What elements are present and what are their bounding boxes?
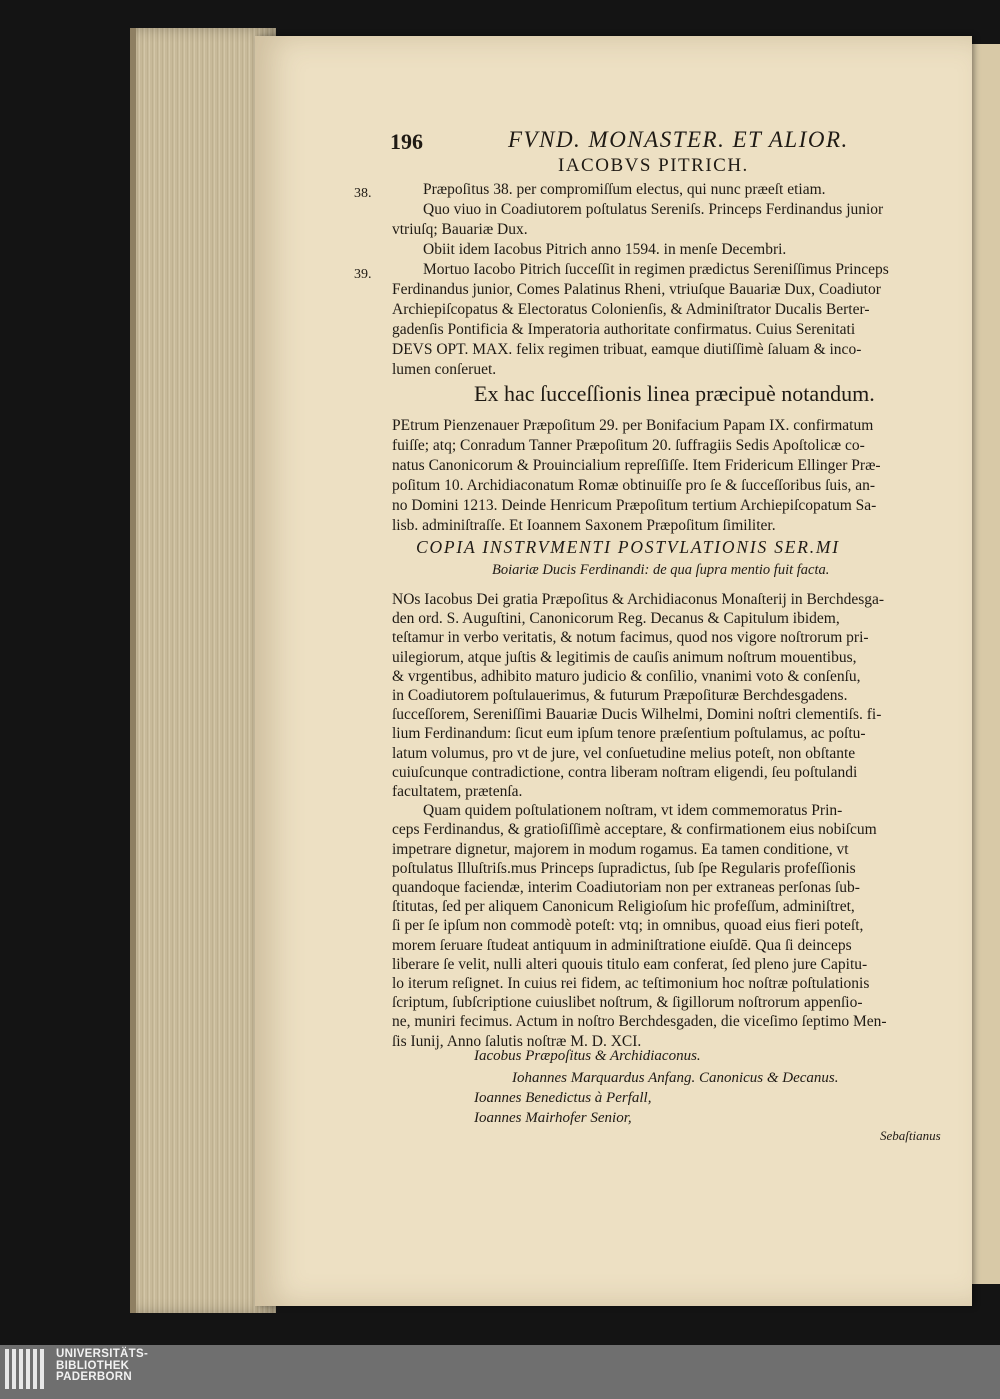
running-title: FVND. MONASTER. ET ALIOR.	[508, 127, 849, 152]
instrument-line: quandoque faciendæ, interim Coadiutoriam non per extraneas perſonas ſub-	[392, 879, 860, 896]
instrument-line: lo iterum reſignet. In cuius rei fidem, ac teſtimonium hoc noſtræ poſtulationis	[392, 975, 870, 992]
copia-subtitle: Boiariæ Ducis Ferdinandi: de qua ſupra mentio fuit facta.	[492, 562, 830, 578]
instrument-line: ſi per ſe ipſum non commodè poteſt: vtq; in omnibus, quoad eius fieri poteſt,	[392, 917, 864, 935]
notandum-line: fuiſſe; atq; Conradum Tanner Præpoſitum 20. ſuffragiis Sedis Apoſtolicæ co-	[392, 437, 865, 454]
notandum-line: natus Canonicorum & Prouincialium repreſſiſſe. Item Fridericum Ellinger Præ-	[392, 457, 881, 474]
section-heading: Ex hac ſucceſſionis linea præcipuè notandum.	[474, 381, 875, 406]
body-line: Ferdinandus junior, Comes Palatinus Rheni, vtriuſque Bauariæ Dux, Coadiutor	[392, 281, 881, 298]
signature-line: Ioannes Benedictus à Perfall,	[474, 1090, 652, 1106]
instrument-line: morem ſeruare ſtudeat antiquum in adminiſtratione eiuſdē. Qua ſi deinceps	[392, 936, 852, 954]
instrument-line: facultatem, prætenſa.	[392, 783, 523, 800]
instrument-line: ne, muniri fecimus. Actum in noſtro Berchdesgaden, die viceſimo ſeptimo Men-	[392, 1013, 887, 1031]
facing-page-edge	[972, 44, 1000, 1284]
body-line: Mortuo Iacobo Pitrich ſucceſſit in regimen prædictus Sereniſſimus Princeps	[423, 261, 889, 278]
instrument-line: ſucceſſorem, Sereniſſimi Bauariæ Ducis Wilhelmi, Domini noſtri clementiſs. fi-	[392, 706, 882, 724]
signature-line: Ioannes Mairhofer Senior,	[474, 1110, 632, 1126]
body-line: gadenſis Pontificia & Imperatoria authoritate confirmatus. Cuius Serenitati	[392, 321, 856, 338]
catchword: Sebaſtianus	[880, 1128, 941, 1143]
library-line-1: UNIVERSITÄTS-	[56, 1348, 149, 1360]
instrument-line: impetrare dignetur, majorem in modum rogamus. Ea tamen conditione, vt	[392, 840, 849, 858]
body-line: DEVS OPT. MAX. felix regimen tribuat, eamque diutiſſimè ſaluam & inco-	[392, 341, 862, 358]
instrument-line: ſcriptum, ſubſcriptione cuiuslibet noſtrum, & ſigillorum noſtrorum appenſio-	[392, 994, 863, 1012]
body-line: vtriuſq; Bauariæ Dux.	[392, 221, 528, 238]
library-name	[56, 1349, 148, 1384]
instrument-line: cuiuſcunque contradictione, contra liberam noſtram eligendi, ſeu poſtulandi	[392, 763, 858, 781]
margin-number-39: 39.	[354, 267, 372, 282]
instrument-line: liberare ſe velit, nulli alteri quouis titulo eam conferat, ſed pleno jure Capitu-	[392, 955, 868, 973]
instrument-line: latum volumus, pro vt de jure, vel conſuetudine melius poteſt, non obſtante	[392, 744, 856, 762]
section-name: IACOBVS PITRICH.	[558, 155, 749, 176]
margin-number-38: 38.	[354, 186, 372, 201]
instrument-line: teſtamur in verbo veritatis, & notum facimus, quod nos vigore noſtrorum pri-	[392, 629, 869, 647]
body-line: Obiit idem Iacobus Pitrich anno 1594. in menſe Decembri.	[423, 241, 787, 258]
instrument-line: ceps Ferdinandus, & gratioſiſſimè acceptare, & confirmationem eius nobiſcum	[392, 821, 877, 839]
copia-title: COPIA INSTRVMENTI POSTVLATIONIS SER.MI	[416, 537, 840, 557]
instrument-line: uilegiorum, atque juſtis & legitimis de cauſis animum noſtrum mouentibus,	[392, 648, 857, 666]
instrument-line: ſis Iunij, Anno ſalutis noſtræ M. D. XCI.	[392, 1032, 642, 1050]
instrument-line: den ord. S. Auguſtini, Canonicorum Reg. Decanus & Capitulum ibidem,	[392, 610, 840, 628]
signature-line: Iacobus Præpoſitus & Archidiaconus.	[474, 1048, 701, 1064]
library-line-2: BIBLIOTHEK	[56, 1359, 130, 1372]
library-logo	[5, 1349, 49, 1395]
body-line: lumen conſeruet.	[392, 361, 497, 378]
instrument-line: Quam quidem poſtulationem noſtram, vt idem commemoratus Prin-	[423, 802, 843, 820]
notandum-line: poſitum 10. Archidiaconatum Romæ obtinuiſſe pro ſe & ſucceſſoribus ſuis, an-	[392, 477, 876, 494]
body-line: Archiepiſcopatus & Electoratus Colonienſis, & Adminiſtrator Ducalis Berter-	[392, 301, 870, 318]
instrument-line: lium Ferdinandum: ſicut eum ipſum tenore præſentium poſtulamus, ac poſtu-	[392, 725, 866, 743]
body-line: Præpoſitus 38. per compromiſſum electus, qui nunc præeſt etiam.	[423, 181, 826, 198]
library-footer	[0, 1345, 1000, 1399]
signature-line: Iohannes Marquardus Anfang. Canonicus & Decanus.	[512, 1070, 839, 1086]
instrument-line: in Coadiutorem poſtulauerimus, & futurum Præpoſituræ Berchdesgadens.	[392, 687, 848, 704]
notandum-line: lisb. adminiſtraſſe. Et Ioannem Saxonem Præpoſitum ſimiliter.	[392, 517, 776, 534]
notandum-line: PEtrum Pienzenauer Præpoſitum 29. per Bonifacium Papam IX. confirmatum	[392, 417, 874, 434]
notandum-line: no Domini 1213. Deinde Henricum Præpoſitum tertium Archiepiſcopatum Sa-	[392, 497, 877, 514]
instrument-line: & vrgentibus, adhibito maturo judicio & conſilio, vnanimi voto & conſenſu,	[392, 667, 861, 685]
page-number: 196	[390, 129, 423, 154]
instrument-line: NOs Iacobus Dei gratia Præpoſitus & Archidiaconus Monaſterij in Berchdesga-	[392, 591, 885, 608]
instrument-line: poſtulatus Illuſtriſs.mus Princeps ſupradictus, ſub ſpe Regularis profeſſionis	[392, 859, 856, 877]
instrument-line: ſtitutas, ſed per aliquem Canonicum Religioſum hic profeſſum, adminiſtret,	[392, 898, 855, 916]
body-line: Quo viuo in Coadiutorem poſtulatus Sereniſs. Princeps Ferdinandus junior	[423, 201, 884, 218]
library-line-3: PADERBORN	[56, 1371, 132, 1383]
